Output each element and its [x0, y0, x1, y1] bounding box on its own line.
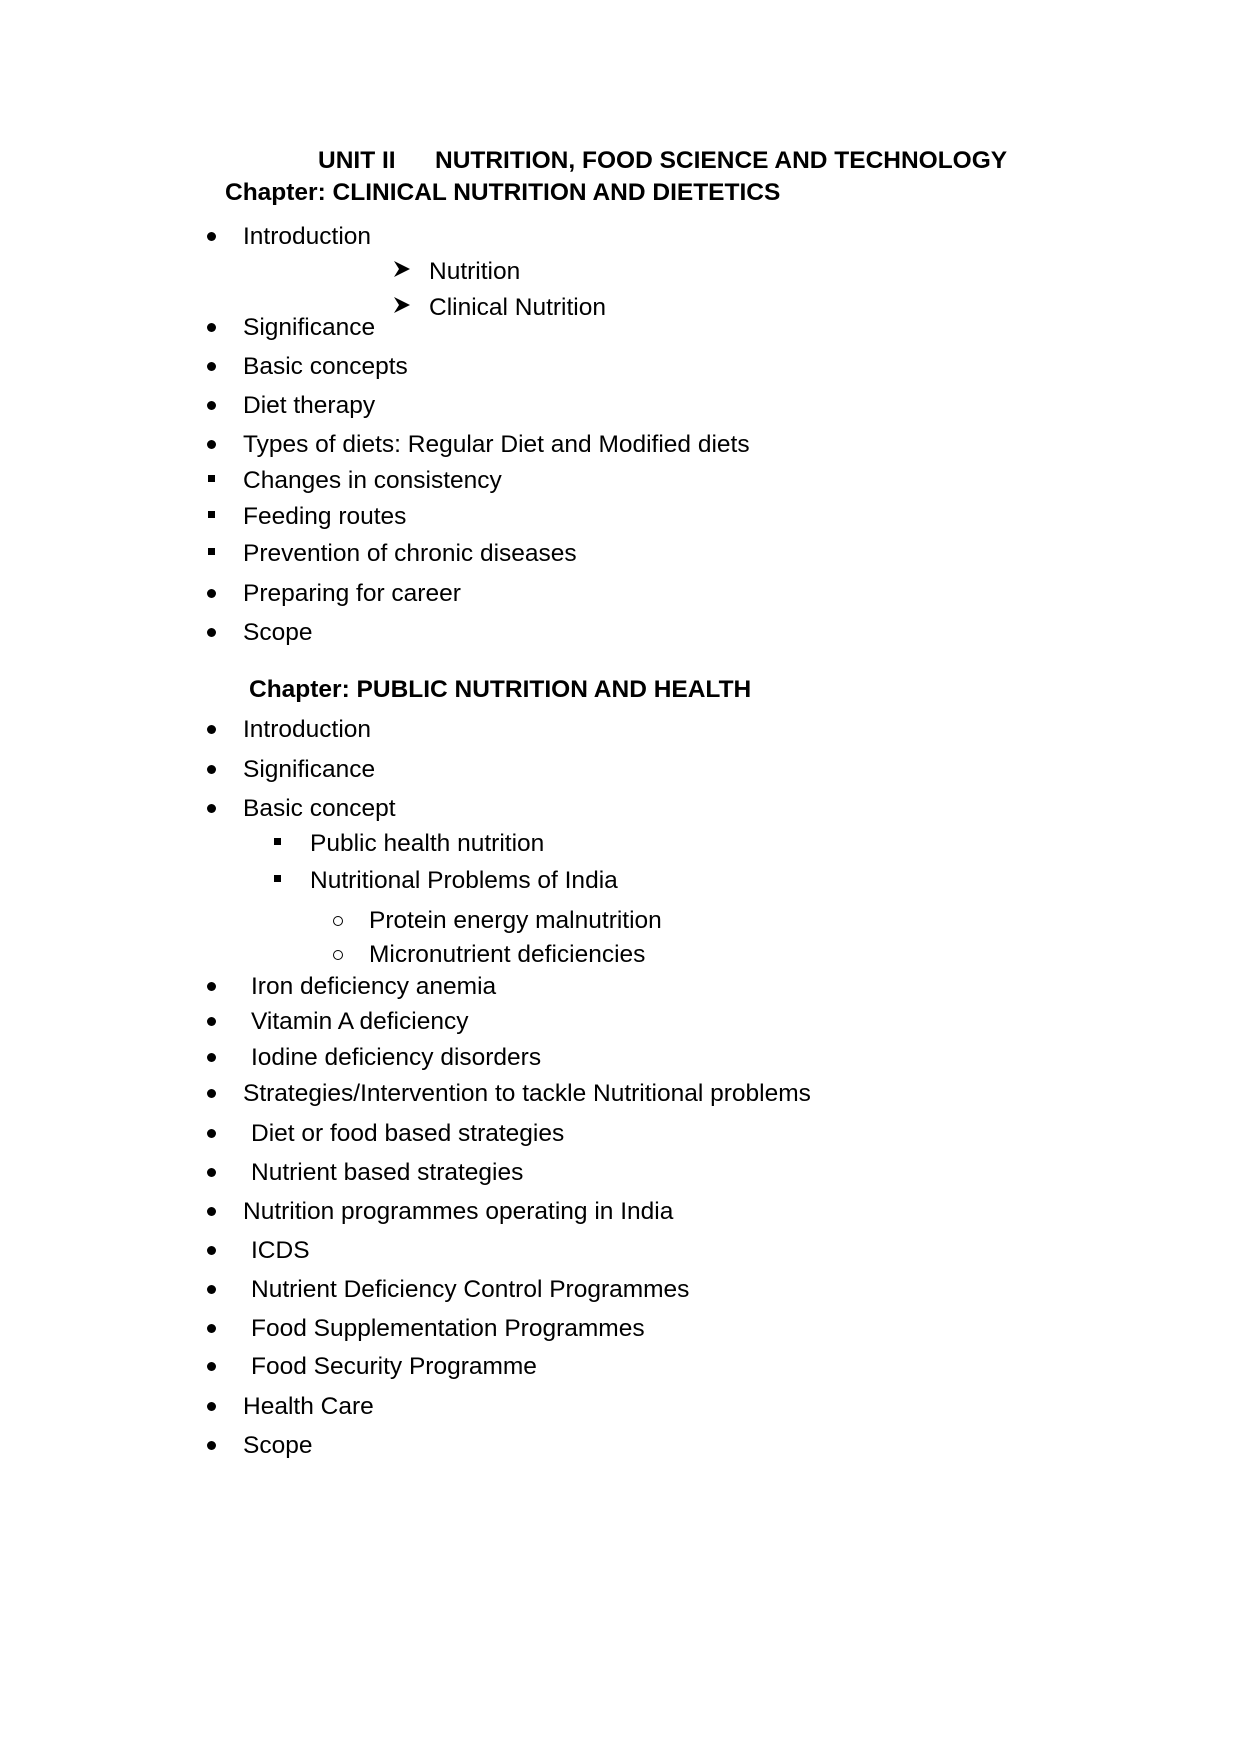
list-item: Types of diets: Regular Diet and Modified diets — [243, 431, 750, 458]
list-item: Nutritional Problems of India — [310, 867, 618, 894]
bullet-dot-icon — [207, 323, 216, 332]
bullet-dot-icon — [207, 1402, 216, 1411]
bullet-dot-icon — [207, 982, 216, 991]
list-item: Feeding routes — [243, 503, 407, 530]
circle-bullet-icon — [333, 950, 343, 960]
arrow-bullet-icon — [392, 295, 412, 315]
bullet-dot-icon — [207, 1324, 216, 1333]
list-item: Nutrient based strategies — [251, 1159, 524, 1186]
bullet-dot-icon — [207, 1207, 216, 1216]
list-item: Public health nutrition — [310, 830, 545, 857]
bullet-dot-icon — [207, 1053, 216, 1062]
list-item: Iodine deficiency disorders — [251, 1044, 542, 1071]
square-bullet-icon — [274, 875, 281, 882]
bullet-dot-icon — [207, 1441, 216, 1450]
bullet-dot-icon — [207, 1017, 216, 1026]
list-item: ICDS — [251, 1237, 310, 1264]
list-item: Food Supplementation Programmes — [251, 1315, 645, 1342]
list-item: Introduction — [243, 716, 372, 743]
chapter-1-title: Chapter: CLINICAL NUTRITION AND DIETETICS — [225, 179, 781, 206]
bullet-dot-icon — [207, 1129, 216, 1138]
square-bullet-icon — [208, 475, 215, 482]
list-item: Introduction — [243, 223, 372, 250]
list-item: Micronutrient deficiencies — [369, 941, 646, 968]
bullet-dot-icon — [207, 362, 216, 371]
list-item: Nutrition programmes operating in India — [243, 1198, 674, 1225]
list-item: Vitamin A deficiency — [251, 1008, 469, 1035]
bullet-dot-icon — [207, 401, 216, 410]
bullet-dot-icon — [207, 1089, 216, 1098]
unit-label: UNIT II — [318, 147, 396, 174]
list-item: Significance — [243, 756, 376, 783]
list-item: Prevention of chronic diseases — [243, 540, 577, 567]
unit-title: NUTRITION, FOOD SCIENCE AND TECHNOLOGY — [435, 147, 1008, 174]
bullet-dot-icon — [207, 1285, 216, 1294]
list-item: Preparing for career — [243, 580, 461, 607]
square-bullet-icon — [274, 838, 281, 845]
square-bullet-icon — [208, 511, 215, 518]
bullet-dot-icon — [207, 725, 216, 734]
list-item: Clinical Nutrition — [429, 294, 607, 321]
list-item: Diet or food based strategies — [251, 1120, 565, 1147]
bullet-dot-icon — [207, 232, 216, 241]
bullet-dot-icon — [207, 589, 216, 598]
list-item: Health Care — [243, 1393, 374, 1420]
circle-bullet-icon — [333, 916, 343, 926]
bullet-dot-icon — [207, 1168, 216, 1177]
list-item: Basic concepts — [243, 353, 408, 380]
list-item: Basic concept — [243, 795, 396, 822]
list-item: Iron deficiency anemia — [251, 973, 497, 1000]
chapter-2-title: Chapter: PUBLIC NUTRITION AND HEALTH — [249, 676, 752, 703]
list-item: Significance — [243, 314, 376, 341]
arrow-bullet-icon — [392, 259, 412, 279]
unit-heading — [318, 146, 1007, 176]
bullet-dot-icon — [207, 765, 216, 774]
bullet-dot-icon — [207, 628, 216, 637]
bullet-dot-icon — [207, 440, 216, 449]
list-item: Scope — [243, 619, 313, 646]
list-item: Protein energy malnutrition — [369, 907, 662, 934]
list-item: Changes in consistency — [243, 467, 502, 494]
list-item: Scope — [243, 1432, 313, 1459]
list-item: Food Security Programme — [251, 1353, 537, 1380]
square-bullet-icon — [208, 548, 215, 555]
bullet-dot-icon — [207, 804, 216, 813]
bullet-dot-icon — [207, 1362, 216, 1371]
list-item: Strategies/Intervention to tackle Nutritional problems — [243, 1080, 811, 1107]
list-item: Diet therapy — [243, 392, 376, 419]
bullet-dot-icon — [207, 1246, 216, 1255]
list-item: Nutrition — [429, 258, 521, 285]
list-item: Nutrient Deficiency Control Programmes — [251, 1276, 690, 1303]
